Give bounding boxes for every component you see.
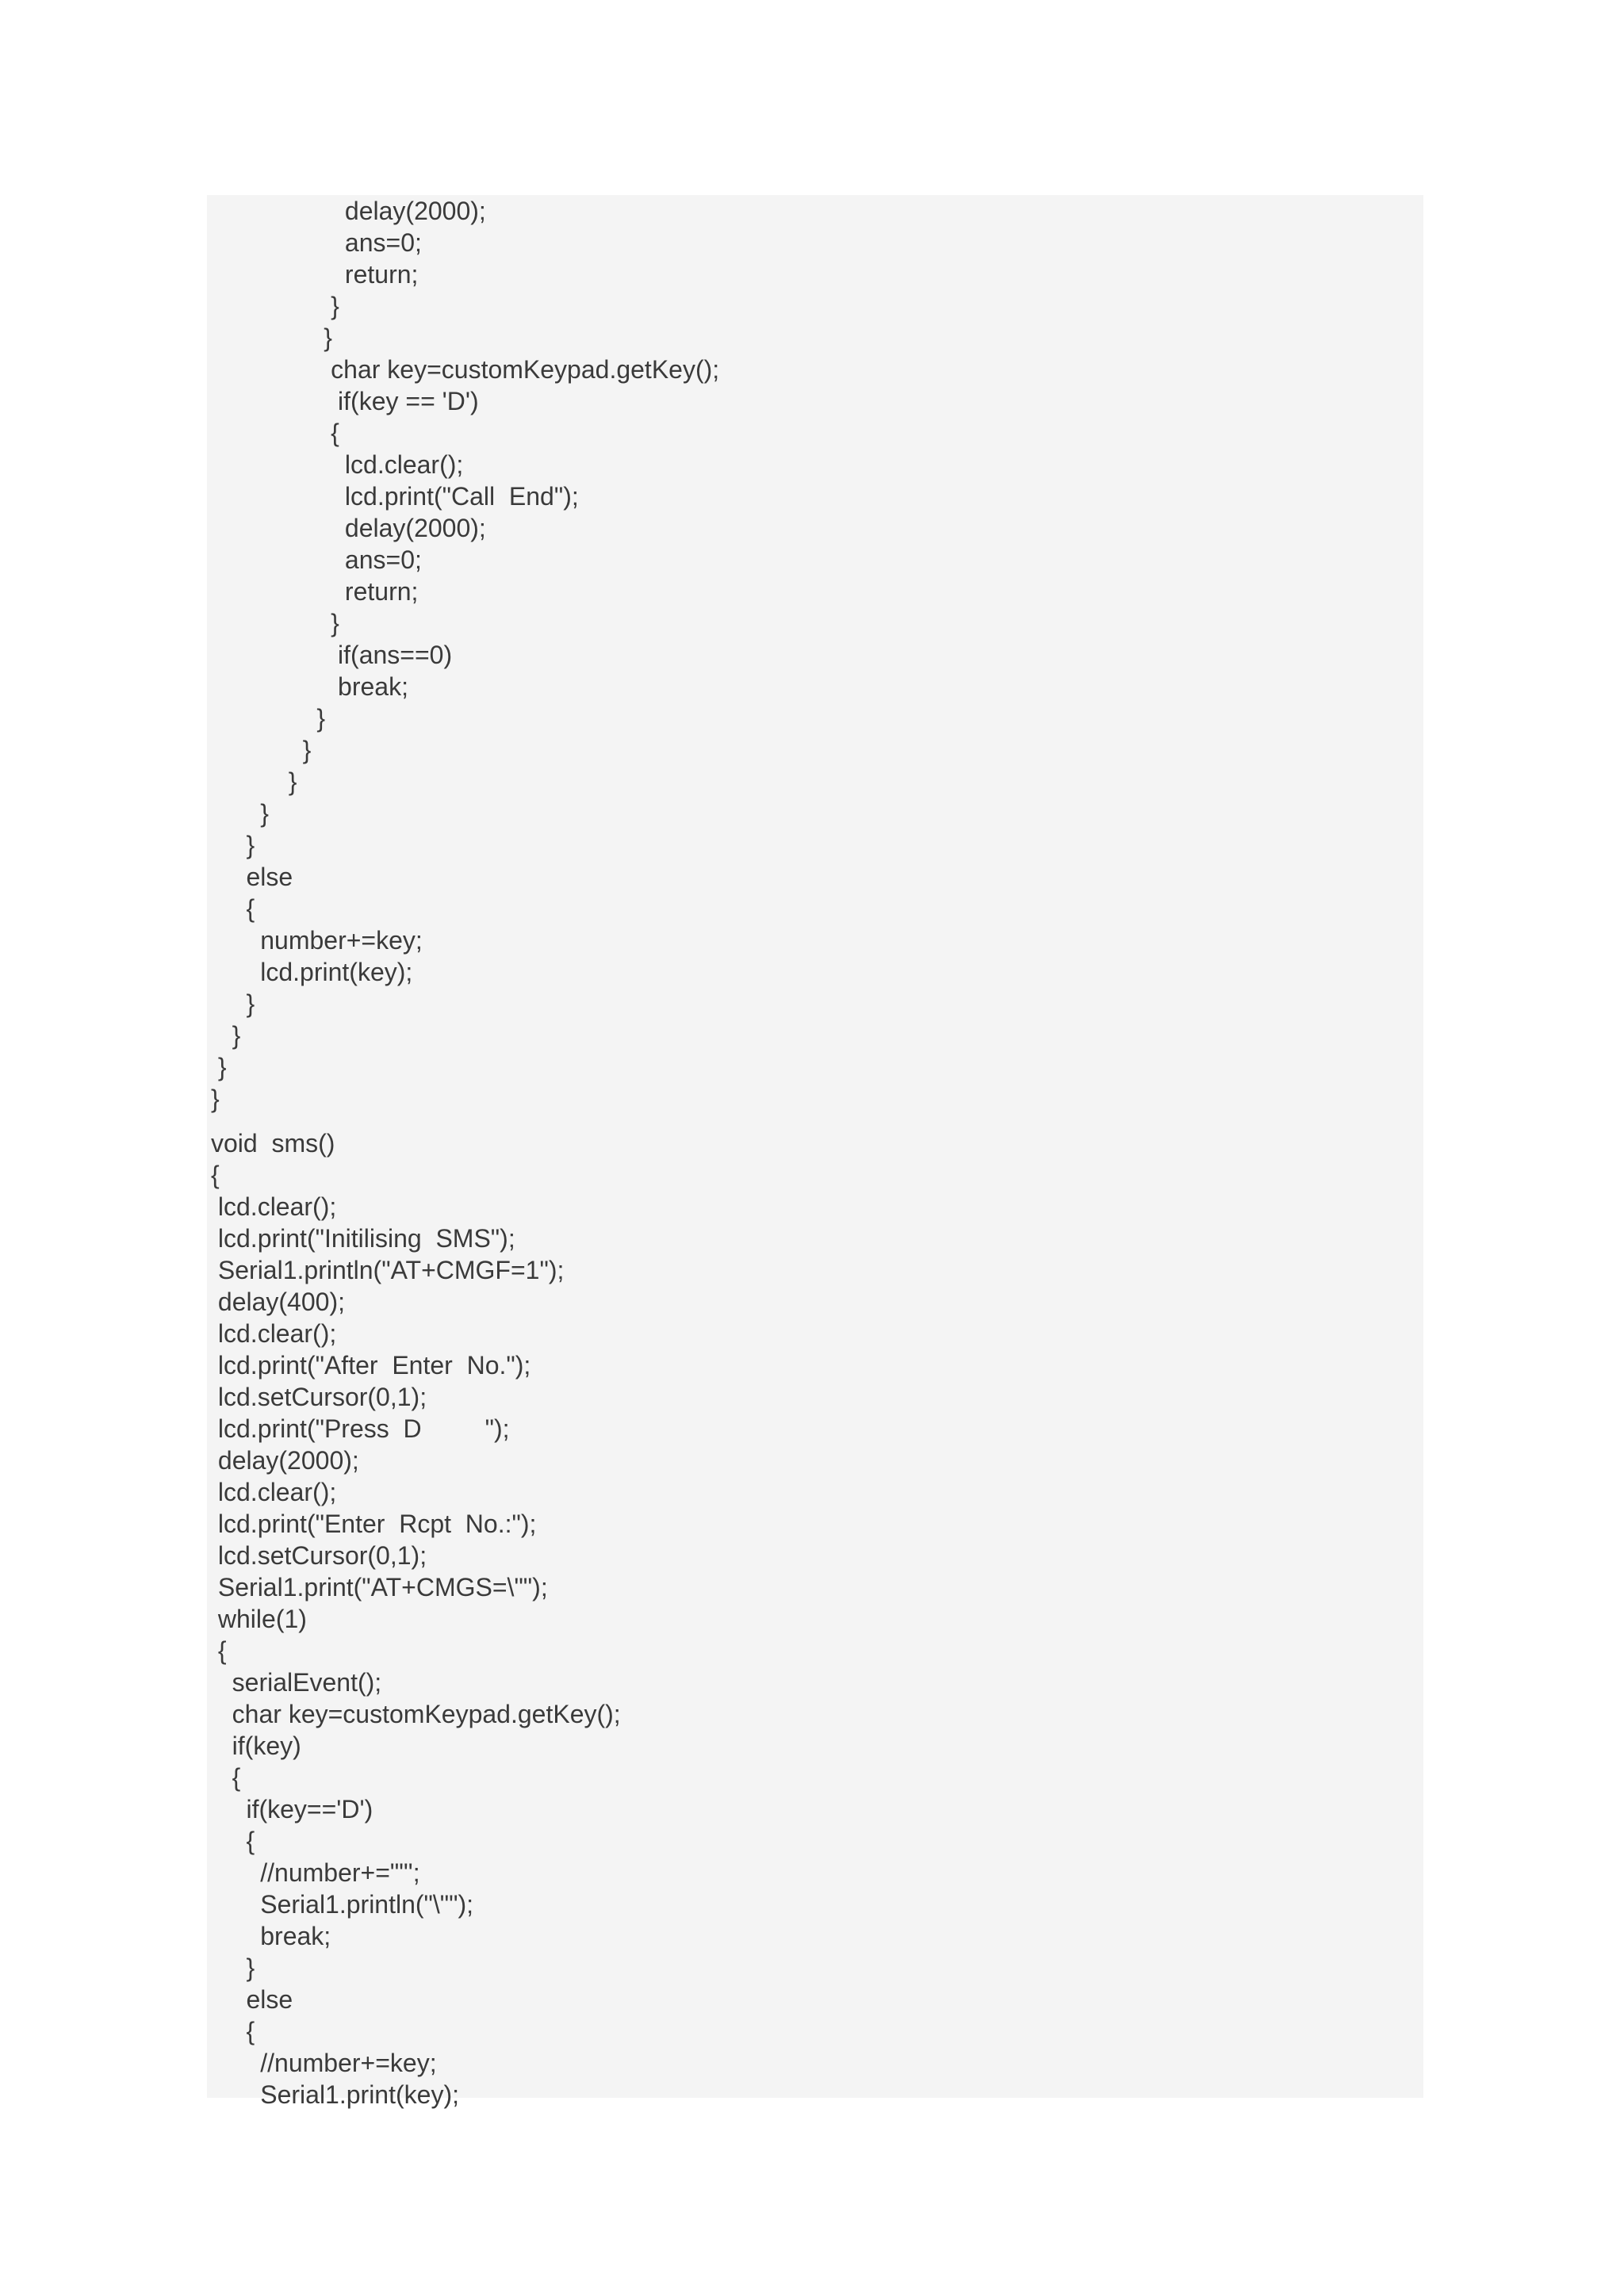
code-line: Serial1.println("AT+CMGF=1"); — [211, 1256, 565, 1284]
code-line: { — [211, 419, 339, 447]
code-line: lcd.print("Press D "); — [211, 1414, 510, 1443]
code-line: } — [211, 831, 255, 859]
code-line: { — [211, 894, 255, 923]
code-line: lcd.print("Call End"); — [211, 482, 579, 511]
code-line: else — [211, 863, 293, 891]
code-line: else — [211, 1985, 293, 2014]
code-line: delay(400); — [211, 1288, 345, 1316]
code-line: Serial1.print("AT+CMGS=\""); — [211, 1573, 548, 1601]
code-line: { — [211, 1827, 255, 1855]
code-line: lcd.print("After Enter No."); — [211, 1351, 531, 1380]
code-line: while(1) — [211, 1605, 307, 1633]
code-line: ans=0; — [211, 545, 422, 574]
code-line: delay(2000); — [211, 1446, 359, 1475]
code-line: } — [211, 736, 312, 764]
code-line: serialEvent(); — [211, 1668, 382, 1697]
code-line: } — [211, 799, 269, 828]
code-line: lcd.print(key); — [211, 958, 413, 986]
code-block — [207, 195, 1423, 2109]
code-line: } — [211, 292, 339, 320]
code-line: break; — [211, 1922, 331, 1950]
code-line: lcd.clear(); — [211, 450, 464, 479]
code-line: } — [211, 323, 332, 352]
code-line: void sms() — [211, 1129, 335, 1158]
code-line: return; — [211, 577, 419, 606]
code-line: { — [211, 2017, 255, 2045]
code-line: lcd.clear(); — [211, 1478, 337, 1506]
code-line: delay(2000); — [211, 197, 486, 225]
code-line: } — [211, 1021, 241, 1050]
code-line: delay(2000); — [211, 514, 486, 542]
code-line: lcd.setCursor(0,1); — [211, 1541, 427, 1570]
code-line: } — [211, 704, 326, 733]
code-line: if(key) — [211, 1732, 301, 1760]
code-line: lcd.clear(); — [211, 1319, 337, 1348]
code-line: //number+=""'; — [211, 1858, 420, 1887]
code-line: Serial1.println("\""); — [211, 1890, 474, 1919]
code-line: char key=customKeypad.getKey(); — [211, 355, 720, 384]
code-line: ans=0; — [211, 228, 422, 257]
code-line: if(key=='D') — [211, 1795, 373, 1823]
code-line: break; — [211, 672, 408, 701]
code-line: } — [211, 609, 339, 637]
code-line: lcd.setCursor(0,1); — [211, 1383, 427, 1411]
code-line: } — [211, 989, 255, 1018]
code-line: if(ans==0) — [211, 641, 453, 669]
code-line: lcd.print("Initilising SMS"); — [211, 1224, 515, 1253]
code-line: } — [211, 1954, 255, 1982]
code-line: lcd.clear(); — [211, 1192, 337, 1221]
code-line: { — [211, 1161, 220, 1189]
code-line: char key=customKeypad.getKey(); — [211, 1700, 621, 1728]
code-line: } — [211, 1053, 227, 1081]
code-line: lcd.print("Enter Rcpt No.:"); — [211, 1510, 537, 1538]
code-line: } — [211, 767, 297, 796]
code-line: { — [211, 1636, 227, 1665]
code-line: //number+=key; — [211, 2049, 437, 2077]
code-line: Serial1.print(key); — [211, 2080, 459, 2109]
code-line: { — [211, 1763, 241, 1792]
code-line: } — [211, 1085, 220, 1113]
code-line: return; — [211, 260, 419, 289]
code-line: if(key == 'D') — [211, 387, 479, 415]
code-line: number+=key; — [211, 926, 423, 955]
